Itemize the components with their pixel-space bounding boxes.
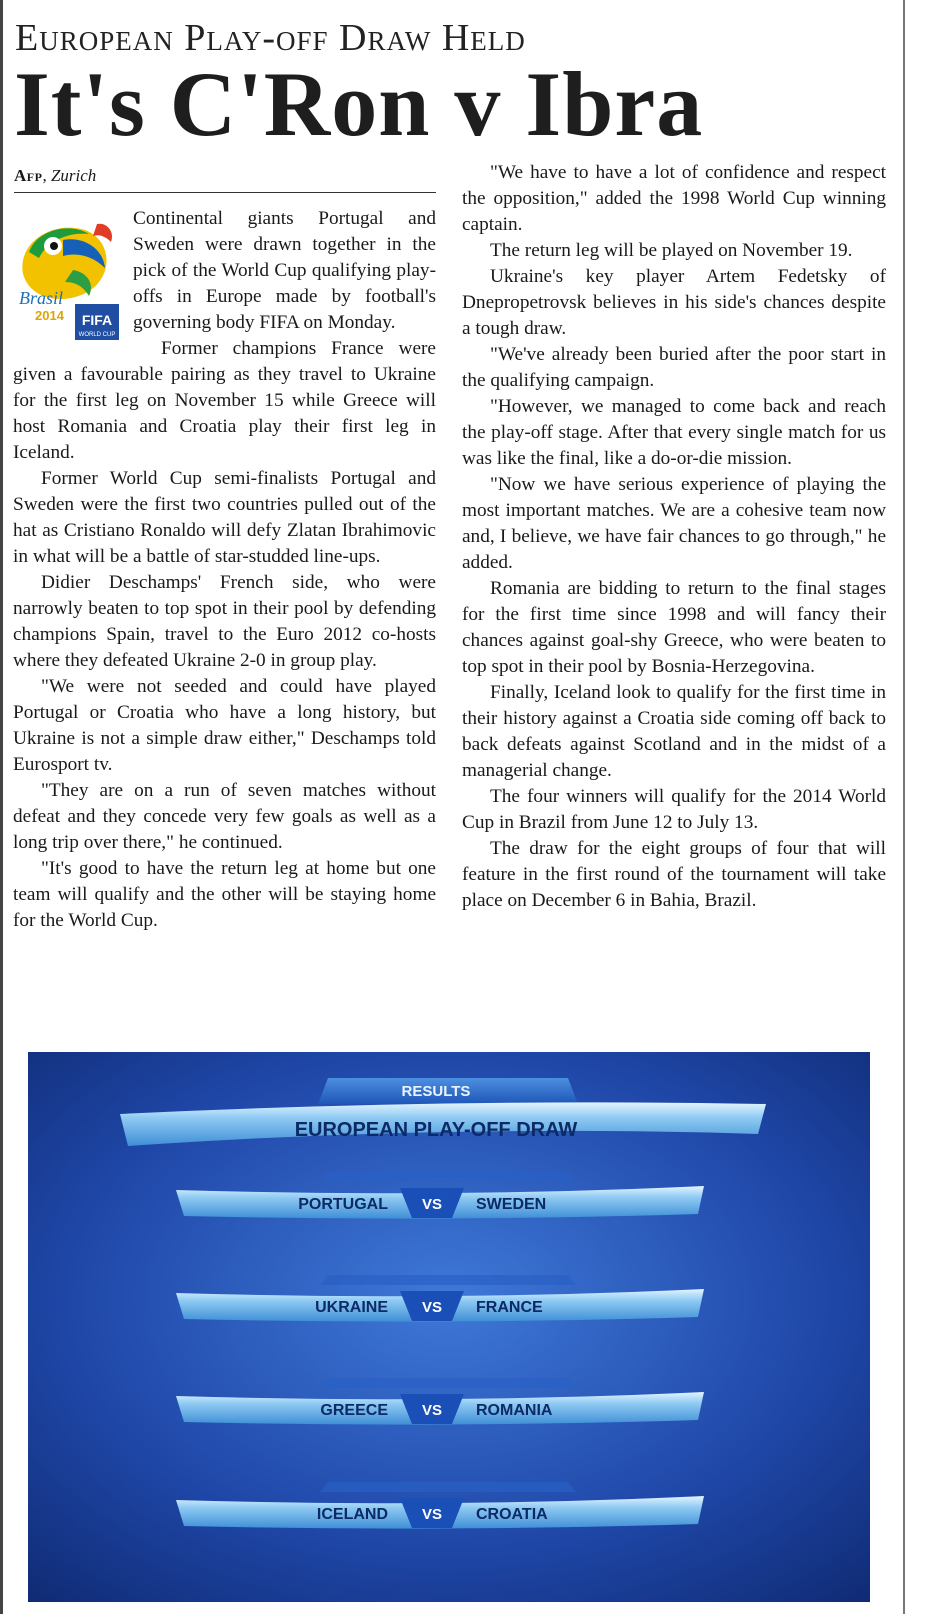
logo-badge-sub: WORLD CUP bbox=[78, 332, 116, 338]
paragraph: Romania are bidding to return to the final stages for the first time since 1998 and will fancy their chances against goal-shy Greece, who were beaten to top spot in their pool by Bosnia-Herzegovina. bbox=[462, 578, 886, 677]
page-border-right bbox=[903, 0, 905, 1614]
paragraph: "They are on a run of seven matches without defeat and they concede very few goals as well as a long trip over there," he continued. bbox=[13, 780, 436, 853]
play-off-draw-graphic bbox=[28, 1052, 870, 1602]
byline-rule bbox=[14, 192, 436, 193]
home-team: PORTUGAL bbox=[298, 1196, 388, 1213]
match-row-top-tab bbox=[320, 1378, 576, 1388]
byline-agency: Afp bbox=[14, 166, 43, 185]
paragraph: The draw for the eight groups of four that will feature in the first round of the tournament will take place on December 6 in Bahia, Brazil. bbox=[462, 838, 886, 911]
vs-label: VS bbox=[421, 1196, 443, 1213]
away-team: FRANCE bbox=[476, 1299, 543, 1316]
kicker-headline: European Play-off Draw Held bbox=[15, 17, 526, 59]
logo-year-text: 2014 bbox=[35, 308, 64, 323]
home-team: UKRAINE bbox=[315, 1299, 388, 1316]
away-team: ROMANIA bbox=[476, 1402, 553, 1419]
paragraph: Ukraine's key player Artem Fedetsky of Dnepropetrovsk believes in his side's chances despite a tough draw. bbox=[462, 266, 886, 339]
paragraph: The four winners will qualify for the 2014 World Cup in Brazil from June 12 to July 13. bbox=[462, 786, 886, 833]
away-team: SWEDEN bbox=[476, 1196, 547, 1213]
paragraph: "It's good to have the return leg at home but one team will qualify and the other will be staying home for the World Cup. bbox=[13, 858, 436, 931]
home-team: ICELAND bbox=[316, 1506, 388, 1523]
logo-brand-text: Brasil bbox=[19, 288, 64, 308]
away-team: CROATIA bbox=[476, 1506, 548, 1523]
page-border-left bbox=[0, 0, 3, 1614]
match-row-top-tab bbox=[320, 1482, 576, 1492]
paragraph: Finally, Iceland look to qualify for the first time in their history against a Croatia side coming off back to back defeats against Scotland and in the midst of a managerial change. bbox=[462, 682, 886, 781]
byline: Afp, Zurich bbox=[14, 166, 97, 185]
paragraph: The return leg will be played on November 19. bbox=[490, 240, 853, 261]
paragraph: Didier Deschamps' French side, who were narrowly beaten to top spot in their pool by defending champions Spain, travel to the Euro 2012 co-hosts where they defeated Ukraine 2-0 in group play. bbox=[13, 572, 436, 671]
paragraph: "We have to have a lot of confidence and respect the opposition," added the 1998 World Cup winning captain. bbox=[462, 162, 886, 235]
article-column-left bbox=[13, 206, 436, 934]
paragraph: "We've already been buried after the poor start in the qualifying campaign. bbox=[462, 344, 886, 391]
match-row-top-tab bbox=[320, 1275, 576, 1285]
match-row-top-tab bbox=[320, 1172, 576, 1182]
paragraph: "Now we have serious experience of playing the most important matches. We are a cohesive team now and, I believe, we have fair chances to go through," he added. bbox=[462, 474, 886, 573]
paragraph: "We were not seeded and could have played Portugal or Croatia who have a long history, but Ukraine is not a simple draw either," Deschamps told Eurosport tv. bbox=[13, 676, 436, 775]
article-column-right bbox=[462, 160, 886, 914]
results-label: RESULTS bbox=[401, 1083, 471, 1100]
brasil-2014-logo bbox=[13, 212, 119, 340]
draw-title: EUROPEAN PLAY-OFF DRAW bbox=[294, 1119, 578, 1141]
vs-label: VS bbox=[421, 1506, 443, 1523]
byline-dateline: Zurich bbox=[50, 166, 97, 185]
vs-label: VS bbox=[421, 1299, 443, 1316]
home-team: GREECE bbox=[320, 1402, 388, 1419]
logo-badge-text: FIFA bbox=[81, 312, 113, 328]
paragraph: "However, we managed to come back and reach the play-off stage. After that every single match for us was like the final, like a do-or-die mission. bbox=[462, 396, 886, 469]
vs-label: VS bbox=[421, 1402, 443, 1419]
paragraph: Former World Cup semi-finalists Portugal and Sweden were the first two countries pulled out of the hat as Cristiano Ronaldo will defy Zlatan Ibrahimovic in what will be a battle of star-studded line-ups. bbox=[13, 468, 436, 567]
paragraph: Continental giants Portugal and Sweden were drawn together in the pick of the World Cup qualifying play-offs in Europe made by football's governing body FIFA on Monday. bbox=[133, 208, 436, 333]
paragraph: Former champions France were given a favourable pairing as they travel to Ukraine for the first leg on November 15 while Greece will host Romania and Croatia play their first leg in Iceland. bbox=[13, 338, 436, 463]
main-headline: It's C'Ron v Ibra bbox=[14, 53, 704, 155]
